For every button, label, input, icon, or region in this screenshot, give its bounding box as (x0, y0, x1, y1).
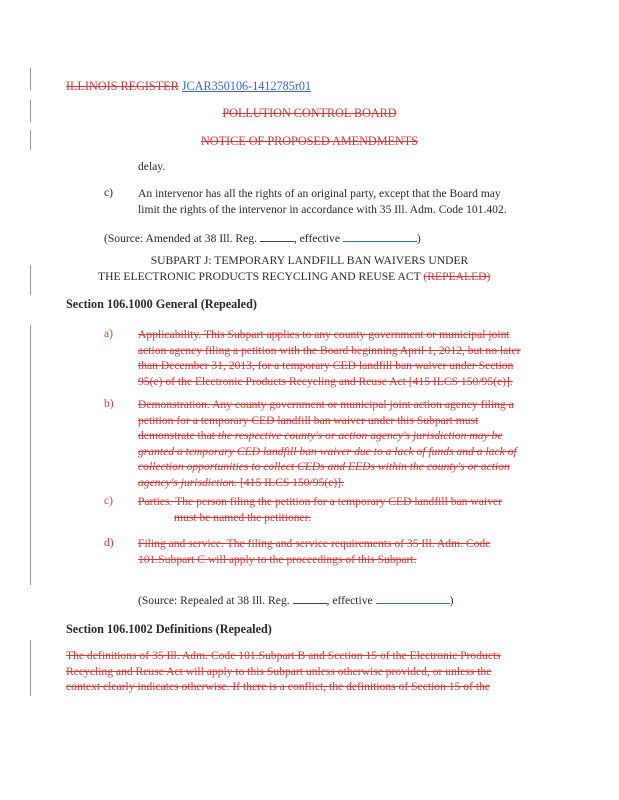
item-b-demonstration: Demonstration. Any county government or municipal joint action agency filing a petition for a temporary CED landfill ban waiver under this Subpart must demonstrate that the respective county's or action agency's jurisdiction may be granted a temporary CED landfill ban waiver due to a lack of funds and a lack of collection opportunities to collect CEDs and EEDs within the county's or action agency's jurisdiction. [415 ILCS 150/95(e)]. (138, 398, 517, 489)
item-c-parties: Parties. The person filing the petition for a temporary CED landfill ban waiver must be named the petitioner. (138, 495, 502, 524)
delay-text: delay. (138, 160, 166, 173)
change-bar (30, 325, 31, 585)
item-a-applicability: Applicability. This Subpart applies to any county government or municipal joint action agency filing a petition with the Board beginning April 1, 2012, but no later than December 31, 2013, for a temporary CED landfill ban waiver under Section 95(e) of the Electronic Products Recycling and Reuse Act [415 ILCS 150/95(e)]. (138, 328, 521, 388)
repealed-tag: (REPEALED) (423, 270, 491, 283)
item-c-parties-label: c) (104, 494, 114, 507)
change-bar (30, 265, 31, 295)
item-b-label: b) (104, 397, 114, 410)
subpart-heading-line2: THE ELECTRONIC PRODUCTS RECYCLING AND REUSE ACT (REPEALED) (98, 270, 491, 283)
item-c-text: An intervenor has all the rights of an original party, except that the Board may limit the rights of the intervenor in accordance with 35 Ill. Adm. Code 101.402. (138, 187, 507, 216)
item-c-label: c) (104, 186, 114, 199)
board-name: POLLUTION CONTROL BOARD (222, 106, 397, 120)
section-1000-heading: Section 106.1000 General (Repealed) (66, 297, 257, 311)
source-repealed: (Source: Repealed at 38 Ill. Reg. , effective ) (138, 594, 454, 607)
item-d-filing: Filing and service. The filing and service requirements of 35 Ill. Adm. Code 101.Subpart C will apply to the proceedings of this Subpart. (138, 537, 491, 566)
section-1002-definitions: The definitions of 35 Ill. Adm. Code 101.Subpart B and Section 15 of the Electronic Products Recycling and Reuse Act will apply to this Subpart unless otherwise provided, or unless the context clearly indicates otherwise. If there is a conflict, the definitions of Section 15 of the (66, 649, 501, 693)
register-title: ILLINOIS REGISTER (66, 79, 179, 93)
section-1002-heading: Section 106.1002 Definitions (Repealed) (66, 622, 272, 636)
register-header (66, 79, 311, 94)
notice-title: NOTICE OF PROPOSED AMENDMENTS (200, 134, 419, 148)
item-d-label: d) (104, 536, 114, 549)
item-a-label: a) (104, 327, 114, 340)
document-id: JCAR350106-1412785r01 (181, 79, 312, 93)
source-amended: (Source: Amended at 38 Ill. Reg. , effective ) (104, 232, 421, 245)
subpart-heading-line1: SUBPART J: TEMPORARY LANDFILL BAN WAIVERS UNDER (150, 254, 469, 267)
change-bar (30, 68, 31, 90)
change-bar (30, 640, 31, 696)
